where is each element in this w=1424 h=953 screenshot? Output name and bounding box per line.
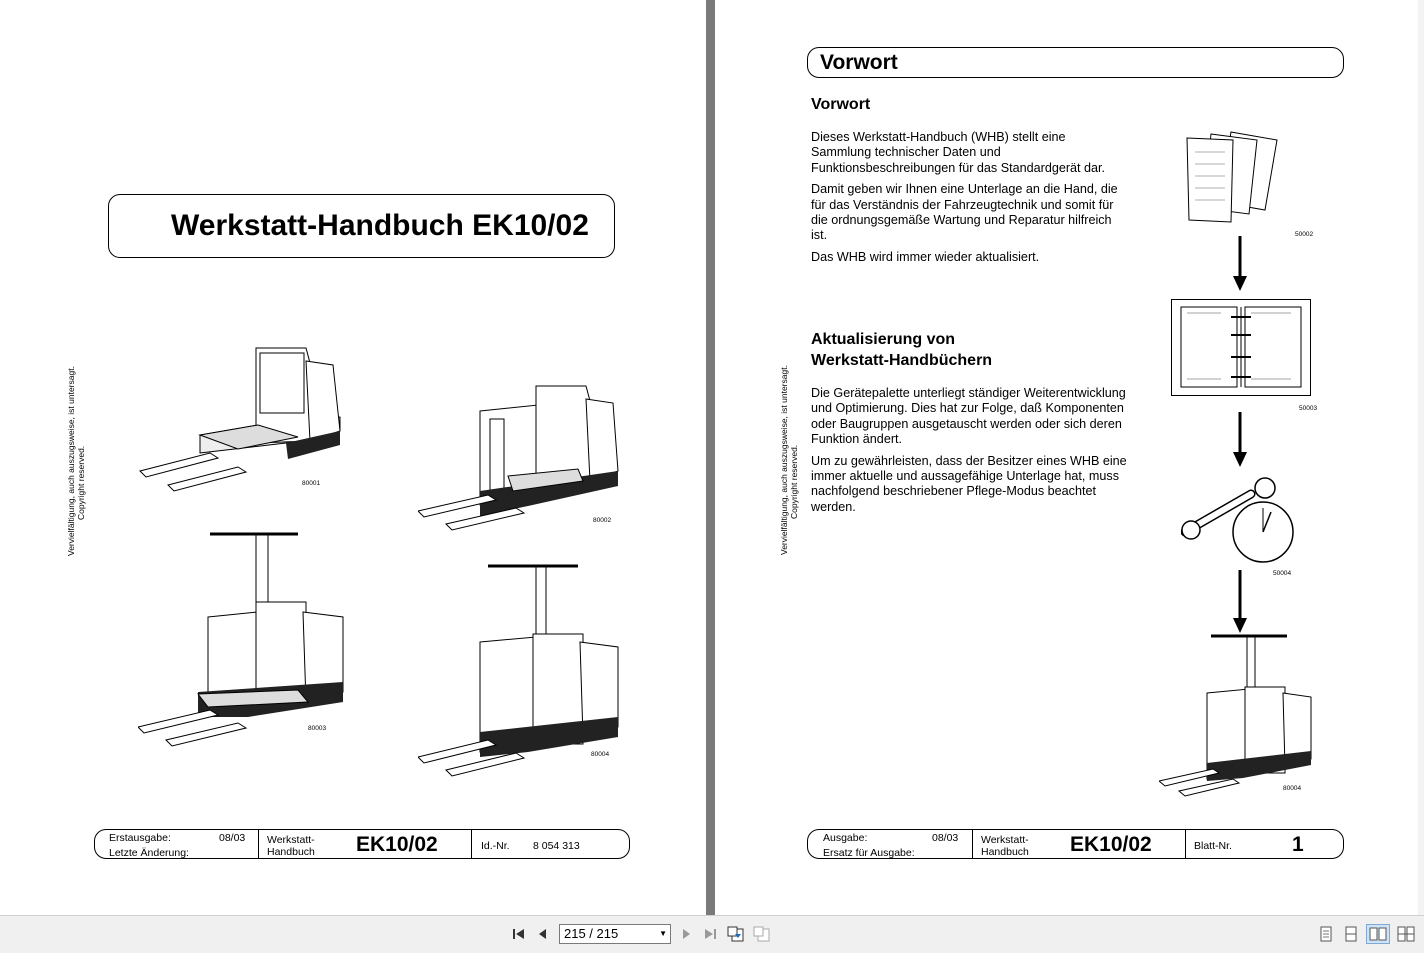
chevron-down-icon: ▼: [659, 929, 667, 938]
prev-page-icon[interactable]: [533, 924, 553, 944]
truck-illustration-small: [1159, 633, 1314, 798]
figure-number: 50004: [1273, 570, 1292, 577]
next-page-icon[interactable]: [676, 924, 696, 944]
figure-number: 80004: [591, 751, 610, 758]
continuous-facing-icon[interactable]: [1396, 924, 1416, 944]
figure-number: 80004: [1283, 785, 1302, 792]
chapter-header: Vorwort: [820, 51, 898, 74]
truck-illustration-80001: [138, 343, 348, 493]
truck-illustration-80002: [418, 381, 623, 531]
sheet-number: 1: [1292, 833, 1304, 856]
section-heading: Vorwort: [811, 96, 871, 113]
truck-illustration-80004: [418, 562, 623, 777]
figure-number: 80003: [308, 725, 327, 732]
figure-number: 50003: [1299, 405, 1318, 412]
figure-number: 80001: [302, 480, 321, 487]
first-page-icon[interactable]: [509, 924, 529, 944]
right-page: [715, 0, 1424, 915]
facing-pages-icon[interactable]: [1366, 924, 1390, 944]
go-forward-view-icon[interactable]: [752, 924, 772, 944]
truck-illustration-80003: [138, 532, 348, 747]
left-footer: Erstausgabe: 08/03 Letzte Änderung: Werkstatt- Handbuch EK10/02 Id.-Nr. 8 054 313: [94, 829, 630, 859]
right-footer: Ausgabe: 08/03 Ersatz für Ausgabe: Werkstatt- Handbuch EK10/02 Blatt-Nr. 1: [807, 829, 1344, 859]
arrow-down-icon: [1230, 412, 1250, 468]
go-back-view-icon[interactable]: [726, 924, 746, 944]
footer-model: EK10/02: [1070, 833, 1152, 856]
viewer-toolbar: [0, 915, 1424, 953]
last-page-icon[interactable]: [700, 924, 720, 944]
copyright-note: Vervielfältigung, auch auszugsweise, ist untersagt. Copyright reserved.: [779, 365, 799, 555]
wrench-clock-illustration: [1181, 474, 1299, 566]
copyright-note: Vervielfältigung, auch auszugsweise, ist untersagt. Copyright reserved.: [66, 366, 86, 556]
section-heading: Aktualisierung von Werkstatt-Handbüchern: [811, 331, 993, 369]
section2-body: Die Gerätepalette unterliegt ständiger Weiterentwicklung und Optimierung. Dies hat zur Folge, daß Komponenten oder Baugruppen ausgetauscht werden oder sich deren Funktion ändert. Um zu gewährleisten, dass der Besitzer eines WHB eine immer aktuelle und aussagefähige Unterlage hat, muss nachfolgend beschriebener Pflege-Modus beachtet werden.: [811, 386, 1127, 514]
section1-body: Dieses Werkstatt-Handbuch (WHB) stellt eine Sammlung technischer Daten und Funktionsbeschreibungen für das Standardgerät dar. Damit geben wir Ihnen eine Unterlage an die Hand, die für das Verständnis der Fahrzeugtechnik und somit für die ordnungsgemäße Wartung und Reparatur hilfreich ist. Das WHB wird immer wieder aktualisiert.: [811, 130, 1118, 264]
footer-model: EK10/02: [356, 833, 438, 856]
chapter-header-box: [807, 47, 1344, 78]
page-number-select[interactable]: 215 / 215 ▼: [559, 924, 671, 944]
binder-illustration: [1171, 299, 1311, 396]
page-title: Werkstatt-Handbuch EK10/02: [171, 209, 589, 242]
arrow-down-icon: [1230, 570, 1250, 634]
continuous-icon[interactable]: [1341, 924, 1361, 944]
arrow-down-icon: [1230, 236, 1250, 292]
documents-illustration: [1185, 130, 1295, 225]
figure-number: 80002: [593, 517, 612, 524]
vertical-scrollbar[interactable]: [1418, 0, 1424, 915]
figure-number: 50002: [1295, 231, 1314, 238]
title-box: [108, 194, 615, 258]
single-page-icon[interactable]: [1316, 924, 1336, 944]
left-page: [0, 0, 706, 915]
